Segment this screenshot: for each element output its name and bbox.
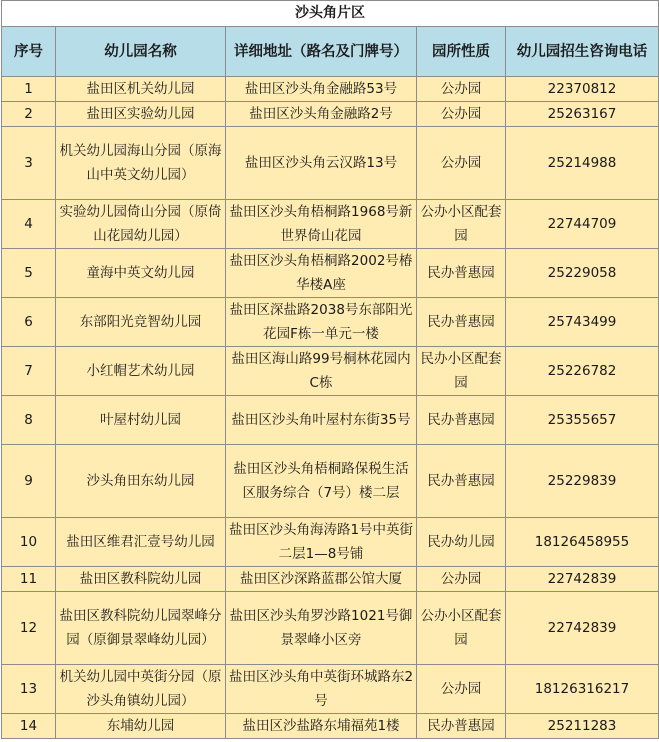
cell-type: 民办普惠园: [417, 714, 506, 739]
cell-address: 盐田区沙盐路东埔福苑1楼: [226, 714, 417, 739]
cell-no: 8: [2, 396, 56, 445]
table-row: [2, 396, 659, 445]
cell-name: 盐田区维君汇壹号幼儿园: [56, 518, 226, 567]
cell-address: 盐田区沙头角金融路53号: [226, 77, 417, 102]
cell-name: 机关幼儿园中英街分园（原沙头角镇幼儿园）: [56, 665, 226, 714]
cell-name: 盐田区机关幼儿园: [56, 77, 226, 102]
cell-no: 2: [2, 102, 56, 127]
cell-phone: 25229058: [506, 249, 659, 298]
column-header-name: 幼儿园名称: [56, 27, 226, 77]
cell-phone: 18126316217: [506, 665, 659, 714]
cell-type: 民办幼儿园: [417, 518, 506, 567]
cell-address: 盐田区深盐路2038号东部阳光花园F栋一单元一楼: [226, 298, 417, 347]
cell-type: 公办园: [417, 102, 506, 127]
table-row: [2, 200, 659, 249]
table-title: 沙头角片区: [2, 1, 659, 27]
cell-type: 民办普惠园: [417, 298, 506, 347]
table-row: [2, 665, 659, 714]
cell-phone: 25214988: [506, 127, 659, 200]
kindergarten-table: [1, 0, 659, 739]
cell-type: 民办普惠园: [417, 249, 506, 298]
table-row: [2, 567, 659, 592]
cell-address: 盐田区沙头角梧桐路2002号椿华楼A座: [226, 249, 417, 298]
cell-type: 民办普惠园: [417, 445, 506, 518]
cell-no: 13: [2, 665, 56, 714]
cell-name: 叶屋村幼儿园: [56, 396, 226, 445]
cell-type: 公办小区配套园: [417, 592, 506, 665]
cell-no: 12: [2, 592, 56, 665]
cell-address: 盐田区沙头角梧桐路保税生活区服务综合（7号）楼二层: [226, 445, 417, 518]
cell-address: 盐田区沙头角叶屋村东街35号: [226, 396, 417, 445]
cell-phone: 25229839: [506, 445, 659, 518]
cell-type: 民办普惠园: [417, 396, 506, 445]
cell-name: 盐田区实验幼儿园: [56, 102, 226, 127]
table-row: [2, 714, 659, 739]
cell-no: 3: [2, 127, 56, 200]
table-row: [2, 249, 659, 298]
cell-address: 盐田区沙头角云汉路13号: [226, 127, 417, 200]
cell-name: 小红帽艺术幼儿园: [56, 347, 226, 396]
cell-name: 盐田区教科院幼儿园: [56, 567, 226, 592]
table-row: [2, 102, 659, 127]
cell-phone: 25211283: [506, 714, 659, 739]
column-header-no: 序号: [2, 27, 56, 77]
cell-name: 童海中英文幼儿园: [56, 249, 226, 298]
table-header-row: [2, 27, 659, 77]
cell-no: 4: [2, 200, 56, 249]
cell-name: 实验幼儿园倚山分园（原倚山花园幼儿园）: [56, 200, 226, 249]
cell-phone: 22744709: [506, 200, 659, 249]
cell-address: 盐田区沙头角金融路2号: [226, 102, 417, 127]
cell-no: 6: [2, 298, 56, 347]
column-header-address: 详细地址（路名及门牌号）: [226, 27, 417, 77]
cell-address: 盐田区沙深路蓝郡公馆大厦: [226, 567, 417, 592]
cell-address: 盐田区海山路99号桐林花园内C栋: [226, 347, 417, 396]
cell-no: 14: [2, 714, 56, 739]
cell-no: 5: [2, 249, 56, 298]
table-row: [2, 127, 659, 200]
cell-phone: 22370812: [506, 77, 659, 102]
cell-phone: 22742839: [506, 567, 659, 592]
cell-name: 机关幼儿园海山分园（原海山中英文幼儿园）: [56, 127, 226, 200]
cell-type: 公办园: [417, 567, 506, 592]
table-row: [2, 77, 659, 102]
cell-name: 东埔幼儿园: [56, 714, 226, 739]
cell-address: 盐田区沙头角海涛路1号中英街二层1—8号铺: [226, 518, 417, 567]
cell-phone: 25355657: [506, 396, 659, 445]
cell-no: 1: [2, 77, 56, 102]
cell-no: 10: [2, 518, 56, 567]
cell-address: 盐田区沙头角中英街环城路东2号: [226, 665, 417, 714]
cell-type: 公办小区配套园: [417, 200, 506, 249]
cell-phone: 25743499: [506, 298, 659, 347]
cell-type: 公办园: [417, 127, 506, 200]
column-header-phone: 幼儿园招生咨询电话: [506, 27, 659, 77]
table-row: [2, 298, 659, 347]
column-header-type: 园所性质: [417, 27, 506, 77]
table-title-row: [2, 1, 659, 27]
table-row: [2, 445, 659, 518]
cell-address: 盐田区沙头角罗沙路1021号御景翠峰小区旁: [226, 592, 417, 665]
cell-name: 盐田区教科院幼儿园翠峰分园（原御景翠峰幼儿园）: [56, 592, 226, 665]
cell-address: 盐田区沙头角梧桐路1968号新世界倚山花园: [226, 200, 417, 249]
cell-no: 7: [2, 347, 56, 396]
table-row: [2, 518, 659, 567]
cell-phone: 25263167: [506, 102, 659, 127]
cell-no: 11: [2, 567, 56, 592]
cell-type: 公办园: [417, 665, 506, 714]
cell-phone: 22742839: [506, 592, 659, 665]
cell-no: 9: [2, 445, 56, 518]
cell-type: 民办小区配套园: [417, 347, 506, 396]
cell-name: 东部阳光竞智幼儿园: [56, 298, 226, 347]
cell-name: 沙头角田东幼儿园: [56, 445, 226, 518]
cell-type: 公办园: [417, 77, 506, 102]
table-row: [2, 347, 659, 396]
kindergarten-table-wrapper: [1, 0, 658, 739]
table-row: [2, 592, 659, 665]
cell-phone: 25226782: [506, 347, 659, 396]
cell-phone: 18126458955: [506, 518, 659, 567]
